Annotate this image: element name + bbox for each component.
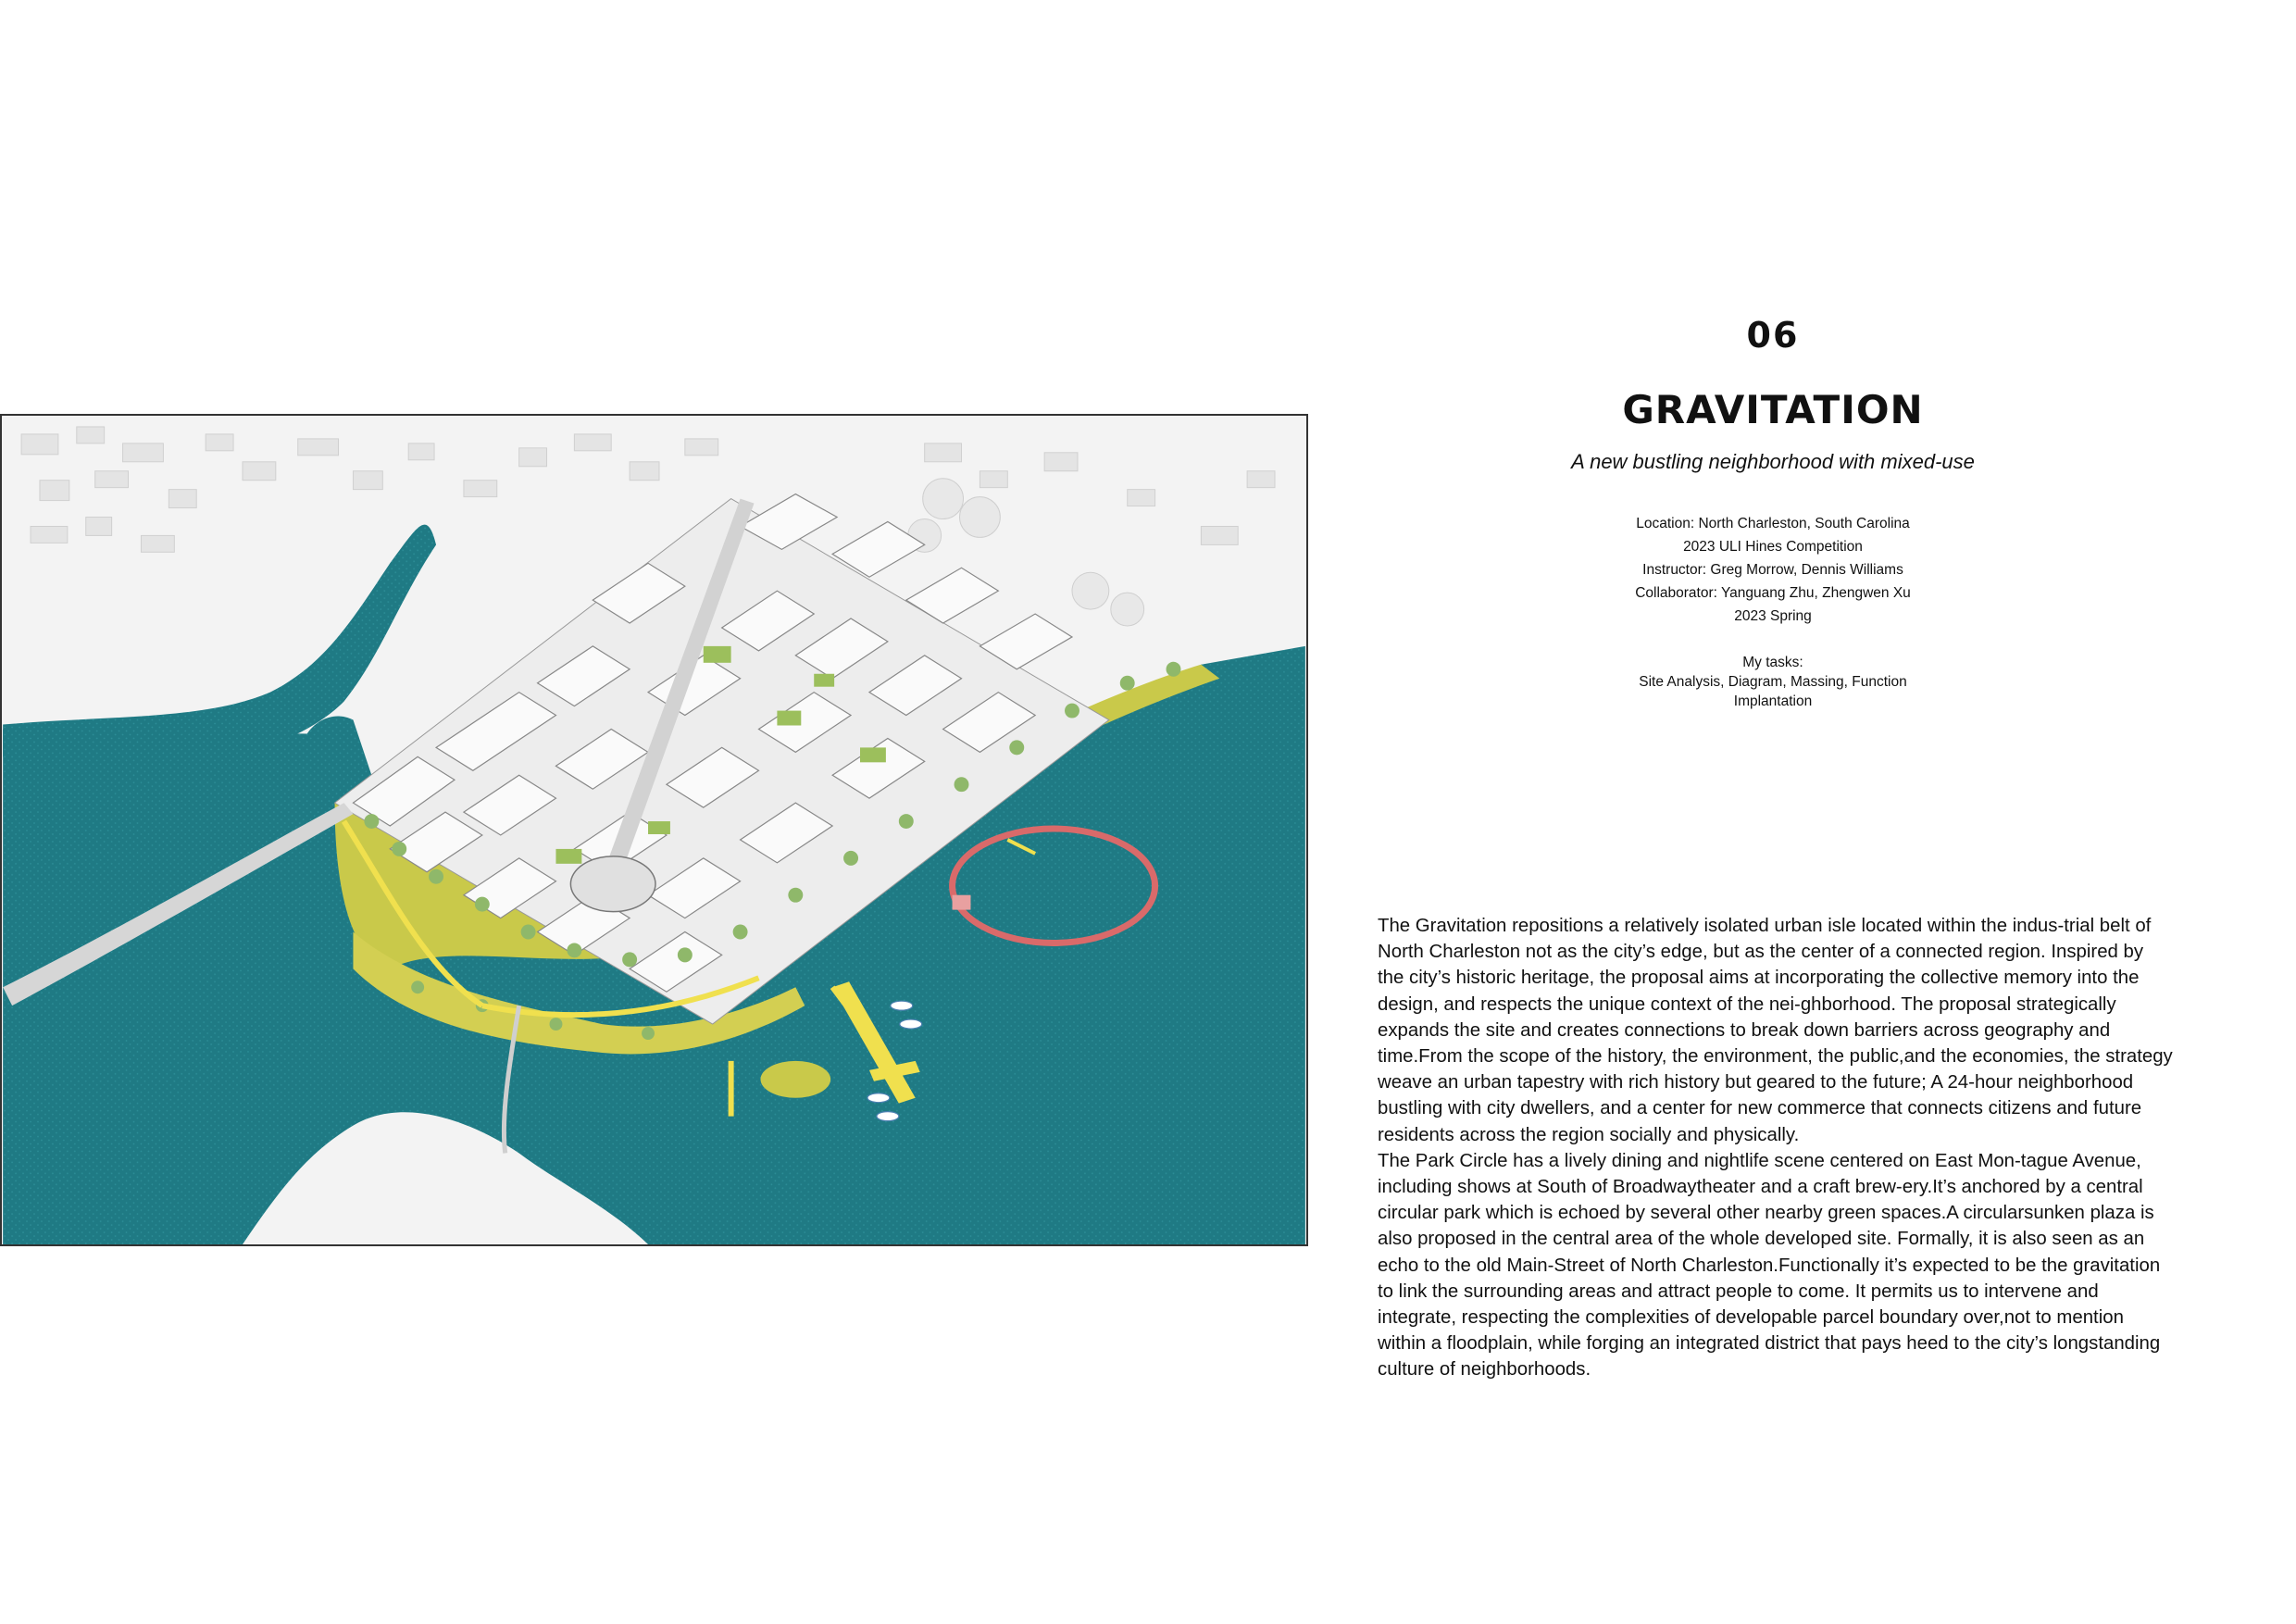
project-description <box>1378 913 2174 1383</box>
floating-park <box>760 1061 830 1098</box>
site-axonometric-figure <box>0 414 1308 1246</box>
circular-sunken-plaza <box>570 856 655 912</box>
tasks-line-2: Implantation <box>1733 693 1813 709</box>
meta-term: 2023 Spring <box>1734 608 1812 624</box>
project-subtitle: A new bustling neighborhood with mixed-use <box>1571 450 1975 473</box>
meta-competition: 2023 ULI Hines Competition <box>1683 539 1863 555</box>
tasks-heading: My tasks: <box>1742 655 1803 670</box>
meta-location: Location: North Charleston, South Carolina <box>1636 516 1910 531</box>
tasks-line-1: Site Analysis, Diagram, Massing, Function <box>1639 674 1907 690</box>
site-plan-drawing <box>2 416 1306 1244</box>
project-title: GRAVITATION <box>1622 387 1924 432</box>
description-paragraph-1: The Gravitation repositions a relatively isolated urban isle located within the indus-trial belt of North Charleston not as the city’s edge, but as the center of a connected region. Inspired by the city’s historic heritage, the proposal aims at incorporating the collective memory into the design, and respects the unique context of the nei-ghborhood. The proposal strategically expands the site and creates connections to break down barriers across geography and time.From the scope of the history, the environment, the public,and the economies, the strategy weave an urban tapestry with rich history but geared to the future; A 24-hour neighborhood bustling with city dwellers, and a center for new commerce that connects citizens and future residents across the region socially and physically. <box>1378 916 2173 1145</box>
meta-collaborator: Collaborator: Yanguang Zhu, Zhengwen Xu <box>1635 585 1911 601</box>
description-paragraph-2: The Park Circle has a lively dining and nightlife scene centered on East Mon-tague Avenue, including shows at South of Broadwaytheater and a craft brew-ery.It’s anchored by a central circular park which is echoed by several other nearby green spaces.A circularsunken plaza is also proposed in the central area of the whole developed site. Formally, it is also seen as an echo to the old Main-Street of North Charleston.Functionally it’s expected to be the gravitation to link the surrounding areas and attract people to come. It permits us to intervene and integrate, respecting the complexities of developable parcel boundary over,not to mention within a floodplain, while forging an integrated district that pays heed to the city’s longstanding culture of neighborhoods. <box>1378 1150 2161 1380</box>
project-meta <box>1537 512 2009 628</box>
my-tasks <box>1537 653 2009 711</box>
project-number: 06 <box>1746 315 1800 356</box>
meta-instructor: Instructor: Greg Morrow, Dennis Williams <box>1642 562 1903 578</box>
